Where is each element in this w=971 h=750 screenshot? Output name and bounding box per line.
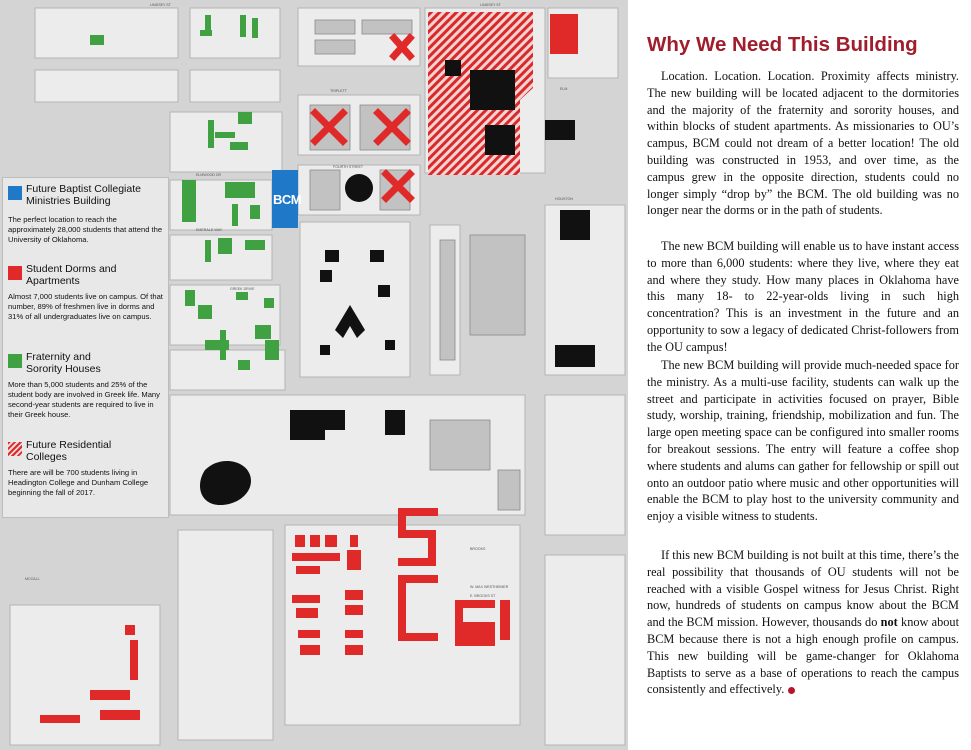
article-paragraph [647,547,959,698]
article-paragraph [647,238,959,356]
paragraph-text: If this new BCM building is not built at this time, there’s the real possibility that thousands of OU students will not be reached with a visible Gospel witness for Jesus Christ. Right now, hundreds of students on campus know about the BCM and the BCM mission. However, thousands do [647,548,959,630]
street-label: BROOKS [470,547,486,551]
legend-title: Fraternity and Sorority Houses [26,351,101,375]
legend-item-dorms [8,264,166,344]
legend-title: Future Residential Colleges [26,439,112,463]
street-label: FOURTH STREET [333,165,364,169]
legend-item-colleges [8,440,166,510]
article-paragraph [647,357,959,525]
street-label: E. BROOKS ST [470,594,496,598]
street-label: EMERALD WAY [196,228,223,232]
legend-desc: More than 5,000 students and 25% of the student body are involved in Greek life. Many second-year students are required to live in their Greek house. [8,380,160,419]
green-swatch-icon [8,354,22,368]
street-label: HOUSTON [555,197,573,201]
paragraph-text: The new BCM building will provide much-needed space for the ministry. As a multi-use facility, students can walk up the street and participate in activities focused on prayer, Bible study, worship, training, friendship, mobilization and fun. The large open meeting space can be configured into smaller rooms for breakout sessions. The entry will feature a coffee shop where students and alums can gather for fellowship or spill out onto an outdoor patio where music and other opportunities will enable the BCM to play host to the university community and enjoy a visible witness to students. [647,358,959,524]
street-label: GREEK DRIVE [230,287,255,291]
legend-title: Student Dorms and Apartments [26,263,117,287]
article-column [628,0,971,750]
legend-item-bcm [8,184,166,259]
red-swatch-icon [8,266,22,280]
paragraph-text: The new BCM building will enable us to have instant access to more than 6,000 students: where they live, where they eat and where they study. How many places in Oklahoma have this many 18- to 22-year-olds living in such high concentration? This is an investment in the future and an opportunity to sow a legacy of dedicated Christ-followers from the OU campus! [647,239,959,354]
end-mark-icon [788,687,795,694]
street-label: ELM [560,87,568,91]
street-label: W. MAX WESTHEIMER [470,585,509,589]
article-paragraph [647,68,959,219]
street-label: ELMWOOD DR [196,173,222,177]
legend-desc: There are will be 700 students living in Headington College and Dunham College beginning the fall of 2017. [8,468,149,497]
dorm-building [550,14,578,54]
page-title: Why We Need This Building [647,33,918,56]
emphasis-text: not [880,615,898,630]
paragraph-text: Location. Location. Location. Proximity affects ministry. The new building will be located adjacent to the dormitories and the majority of the fraternity and sorority houses, and within blocks of student apartments. As missionaries to OU’s campus, BCM could not dream of a better location! The old building was constructed in 1953, and over time, as the campus grew in the opposite direction, students could no longer simply “drop by” the BCM. The old building was no longer near the dorms or in the path of students. [647,69,959,218]
street-label: TRIPLETT [330,89,347,93]
legend-title: Future Baptist Collegiate Ministries Building [26,183,141,207]
blue-swatch-icon [8,186,22,200]
street-label: LINDSEY ST [480,3,501,7]
map-legend [2,177,169,518]
street-label: MCCALL [25,577,40,581]
legend-desc: The perfect location to reach the approximately 28,000 students that attend the University of Oklahoma. [8,215,163,244]
legend-desc: Almost 7,000 students live on campus. Of that number, 89% of freshmen live in dorms and 31% of all undergraduates live on campus. [8,292,163,321]
hatched-swatch-icon [8,442,22,456]
street-label: LINDSEY ST [150,3,171,7]
bcm-map-label: BCM [273,192,302,207]
legend-item-greek [8,352,166,432]
paragraph-text: know about BCM because there is not a high enough profile on campus. This new building will be game-changer for Oklahoma Baptists to serve as a base of operations to reach the campus consistently and effectively. [647,615,959,697]
